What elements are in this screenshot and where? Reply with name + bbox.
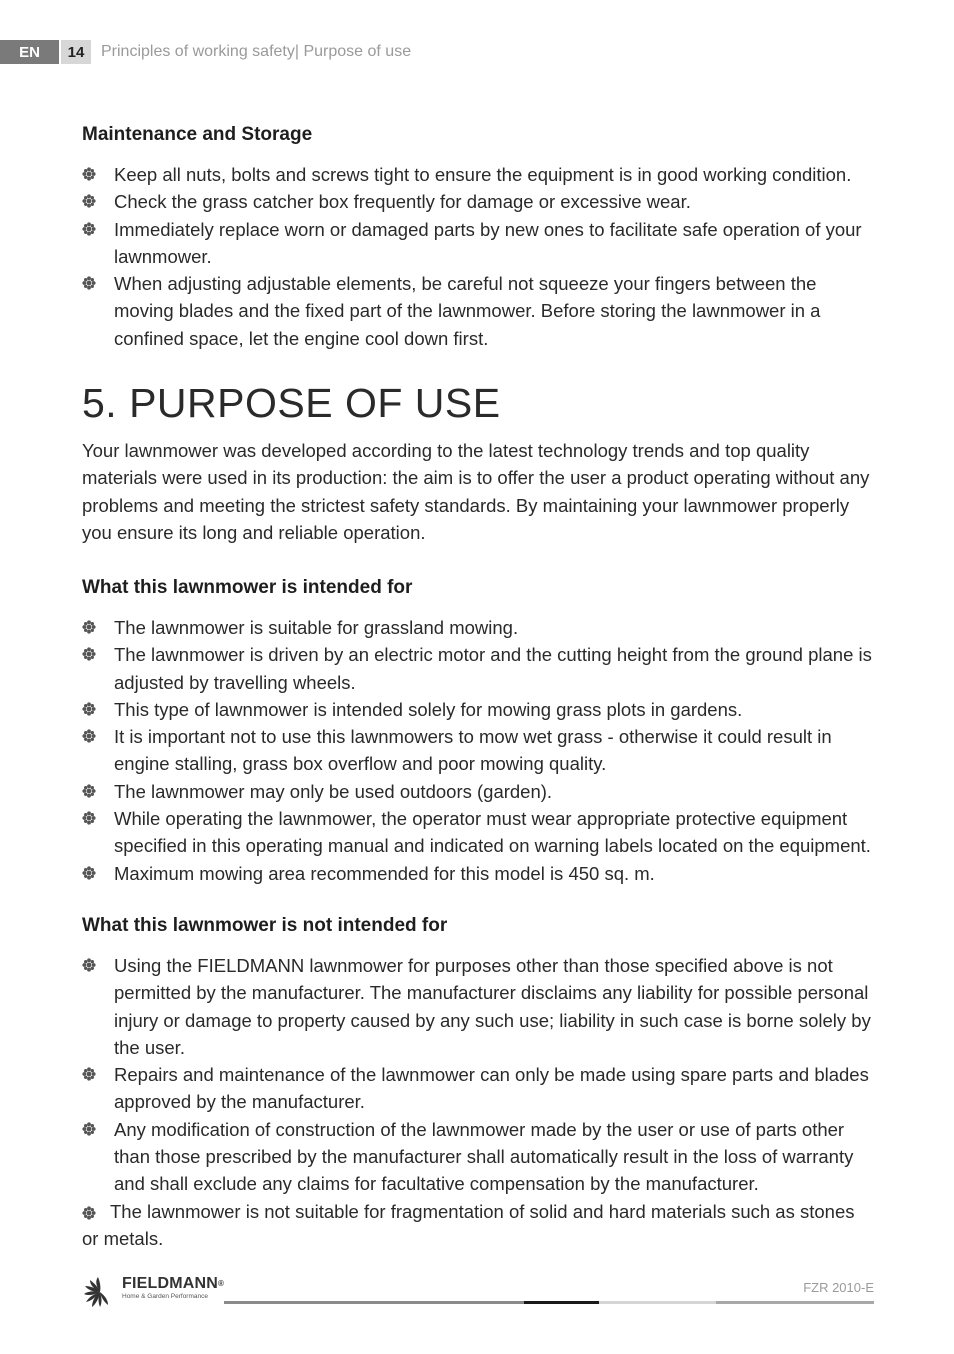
list-item-text: Check the grass catcher box frequently for damage or excessive wear. bbox=[114, 191, 691, 213]
not-intended-heading: What this lawnmower is not intended for bbox=[82, 915, 448, 936]
flower-bullet-icon bbox=[82, 222, 96, 236]
list-item-text: When adjusting adjustable elements, be careful not squeeze your fingers between the moving blades and the fixed part of the lawnmower. Before storing the lawnmower in a confined space, let the engine cool down first. bbox=[114, 273, 821, 349]
maintenance-heading: Maintenance and Storage bbox=[82, 124, 313, 145]
list-item-text: Keep all nuts, bolts and screws tight to ensure the equipment is in good working condition. bbox=[114, 164, 852, 185]
list-item-text: While operating the lawnmower, the operator must wear appropriate protective equipment specified in this operating manual and indicated on warning labels located on the equipment. bbox=[114, 808, 871, 857]
list-item bbox=[82, 696, 874, 723]
not-intended-list bbox=[82, 952, 874, 1198]
fieldmann-logo-icon bbox=[82, 1276, 118, 1308]
page-footer bbox=[82, 1272, 874, 1312]
list-item-text: It is important not to use this lawnmowers to mow wet grass - otherwise it could result in engine stalling, grass box overflow and poor mowing quality. bbox=[114, 726, 832, 775]
footer-rule-2 bbox=[524, 1301, 599, 1304]
flower-bullet-icon bbox=[82, 784, 96, 798]
running-title: Principles of working safety| Purpose of use bbox=[101, 43, 412, 60]
purpose-section bbox=[82, 380, 874, 546]
page-number: 14 bbox=[61, 40, 91, 64]
flower-bullet-icon bbox=[82, 729, 96, 743]
model-number: FZR 2010-E bbox=[803, 1280, 874, 1295]
language-badge: EN bbox=[0, 40, 59, 64]
list-item-text: The lawnmower is not suitable for fragmentation of solid and hard materials such as stones or metals. bbox=[82, 1200, 855, 1249]
flower-bullet-icon bbox=[82, 620, 96, 634]
list-item-text: The lawnmower is suitable for grassland mowing. bbox=[114, 617, 519, 638]
brand-name: FIELDMANN bbox=[122, 1275, 219, 1292]
list-item bbox=[82, 1116, 874, 1198]
list-item-text: Immediately replace worn or damaged parts by new ones to facilitate safe operation of your lawnmower. bbox=[114, 218, 862, 267]
footer-rule-4 bbox=[716, 1301, 874, 1304]
footer-rule-1 bbox=[224, 1301, 524, 1304]
footer-rule-3 bbox=[599, 1301, 716, 1304]
section-title: 5. PURPOSE OF USE bbox=[82, 380, 501, 426]
flower-bullet-icon bbox=[82, 1206, 96, 1220]
list-item-text: Any modification of construction of the lawnmower made by the user or use of parts other than those prescribed by the manufacturer shall automatically result in the loss of warranty and shall exclude any claims for facultative compensation by the manufacturer. bbox=[114, 1118, 854, 1195]
intended-section bbox=[82, 577, 874, 887]
maintenance-section bbox=[82, 124, 874, 352]
intended-list bbox=[82, 614, 874, 887]
flower-bullet-icon bbox=[82, 866, 96, 880]
list-item bbox=[82, 614, 874, 641]
list-item-text: Maximum mowing area recommended for this model is 450 sq. m. bbox=[114, 862, 655, 884]
flower-bullet-icon bbox=[82, 1067, 96, 1081]
list-item-text: The lawnmower may only be used outdoors (garden). bbox=[114, 780, 553, 802]
flower-bullet-icon bbox=[82, 167, 96, 181]
list-item bbox=[82, 641, 874, 696]
list-item-text: This type of lawnmower is intended solely for mowing grass plots in gardens. bbox=[114, 698, 743, 720]
list-item bbox=[82, 1061, 874, 1116]
list-item-text: Using the FIELDMANN lawnmower for purposes other than those specified above is not permitted by the manufacturer. The manufacturer disclaims any liability for possible personal injury or damage to property caused by any such use; liability in such case is borne solely by the user. bbox=[114, 955, 871, 1058]
flower-bullet-icon bbox=[82, 1122, 96, 1136]
list-item bbox=[82, 805, 874, 860]
intro-paragraph: Your lawnmower was developed according to the latest technology trends and top quality materials were used in its production: the aim is to offer the user a product operating without any problems and meeting the strictest safety standards. By maintaining your lawnmower properly you ensure its long and reliable operation. bbox=[82, 440, 870, 543]
flower-bullet-icon bbox=[82, 958, 96, 972]
flower-bullet-icon bbox=[82, 702, 96, 716]
list-item bbox=[82, 860, 874, 887]
list-item-text: The lawnmower is driven by an electric motor and the cutting height from the ground plane is adjusted by travelling wheels. bbox=[114, 644, 872, 693]
list-item bbox=[82, 188, 874, 215]
brand-mark: ® bbox=[218, 1279, 225, 1288]
brand-tagline: Home & Garden Performance bbox=[122, 1293, 208, 1300]
not-intended-section bbox=[82, 915, 874, 1252]
list-item bbox=[82, 723, 874, 778]
maintenance-list bbox=[82, 161, 874, 352]
list-item bbox=[82, 1198, 874, 1253]
list-item bbox=[82, 216, 874, 271]
list-item bbox=[82, 270, 874, 352]
flower-bullet-icon bbox=[82, 194, 96, 208]
list-item-text: Repairs and maintenance of the lawnmower can only be made using spare parts and blades approved by the manufacturer. bbox=[114, 1064, 869, 1113]
list-item bbox=[82, 778, 874, 805]
list-item bbox=[82, 952, 874, 1061]
page-header bbox=[0, 40, 411, 64]
flower-bullet-icon bbox=[82, 811, 96, 825]
brand-logo bbox=[82, 1276, 224, 1308]
intended-heading: What this lawnmower is intended for bbox=[82, 577, 413, 598]
flower-bullet-icon bbox=[82, 647, 96, 661]
flower-bullet-icon bbox=[82, 276, 96, 290]
list-item bbox=[82, 161, 874, 188]
